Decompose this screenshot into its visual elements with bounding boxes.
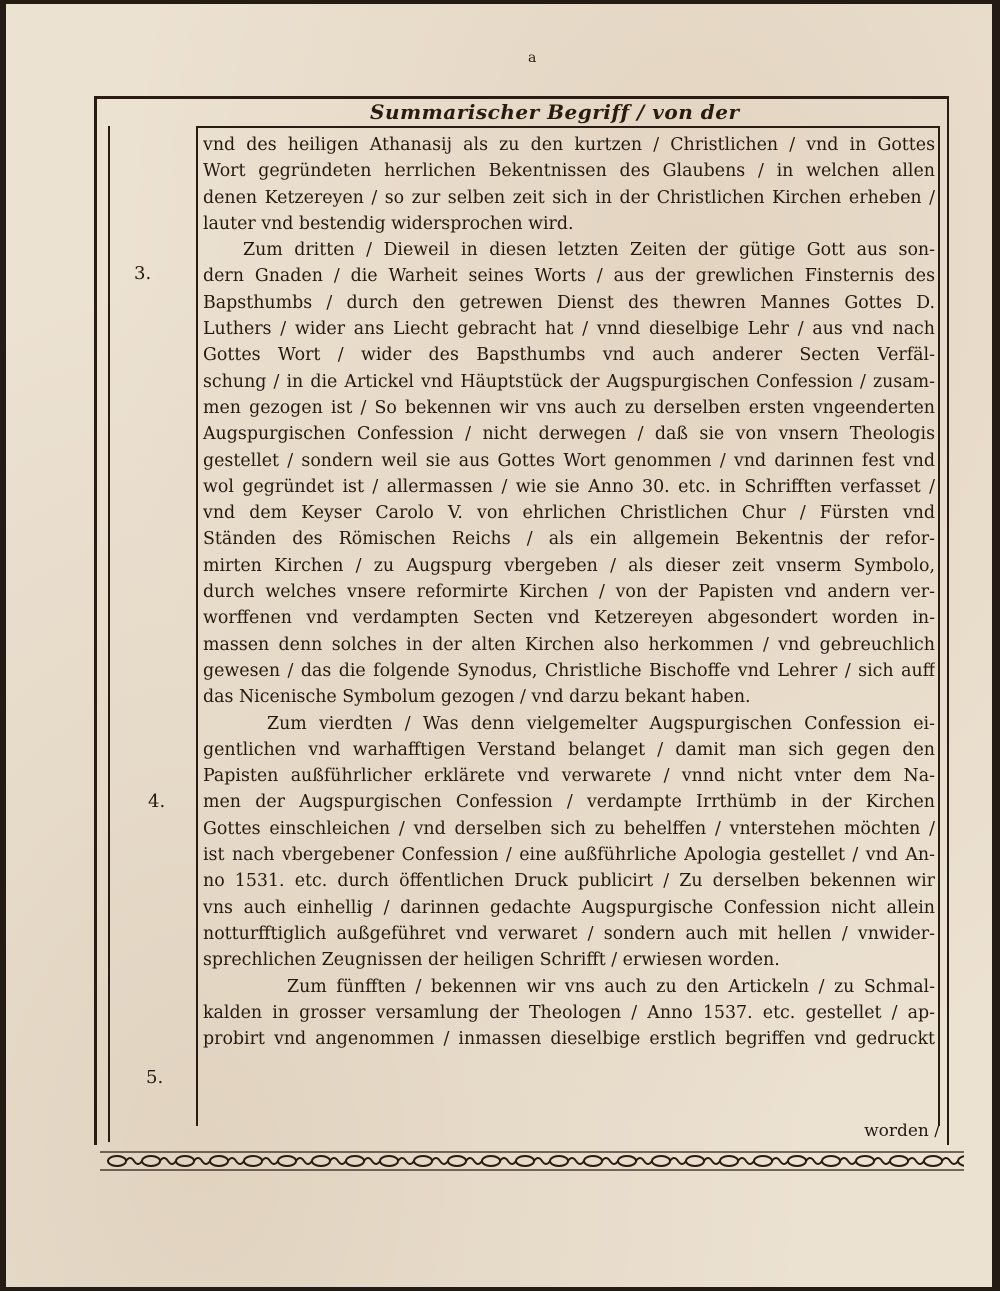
- ornament-swash: [602, 1158, 618, 1164]
- ornament-link: [176, 1156, 194, 1166]
- text-line: schung / in die Artickel vnd Häuptstück der Augspurgischen Confession / zusam-: [203, 371, 935, 392]
- ornament-link: [346, 1156, 364, 1166]
- ornament-link: [210, 1156, 228, 1166]
- ornament-link: [788, 1156, 806, 1166]
- text-line: lauter vnd bestendig widersprochen wird.: [203, 213, 574, 234]
- ornament-link: [890, 1156, 908, 1166]
- ornament-swash: [466, 1158, 482, 1164]
- text-line: no 1531. etc. durch öffentlichen Druck publicirt / Zu derselben bekennen wir: [203, 871, 935, 892]
- ornament-swash: [874, 1158, 890, 1164]
- page-signature-mark: a: [528, 50, 537, 66]
- ornament-swash: [908, 1158, 924, 1164]
- text-line: Zum fünfften / bekennen wir vns auch zu den Artickeln / zu Schmal-: [287, 976, 935, 997]
- ornament-link: [516, 1156, 534, 1166]
- text-line: men gezogen ist / So bekennen wir vns auch zu derselben ersten vngeenderten: [203, 397, 935, 418]
- text-line: dern Gnaden / die Warheit seines Worts / aus der grewlichen Finsternis des: [203, 266, 935, 287]
- ornament-link: [278, 1156, 296, 1166]
- text-line: vnd des heiligen Athanasij als zu den kurtzen / Christlichen / vnd in Gottes: [203, 135, 935, 155]
- text-line: Gottes einschleichen / vnd derselben sich zu behelffen / vnterstehen möchten /: [203, 818, 935, 839]
- ornament-link: [380, 1156, 398, 1166]
- text-line: gestellet / sondern weil sie aus Gottes Wort genommen / vnd darinnen fest vnd: [203, 450, 935, 471]
- ornament-swash: [262, 1158, 278, 1164]
- ornament-swash: [398, 1158, 414, 1164]
- ornament-swash: [194, 1158, 210, 1164]
- ornament-link: [448, 1156, 466, 1166]
- ornament-swash: [534, 1158, 550, 1164]
- ornament-swash: [840, 1158, 856, 1164]
- ornament-link: [856, 1156, 874, 1166]
- text-line: sprechlichen Zeugnissen der heiligen Schrifft / erwiesen worden.: [203, 950, 780, 971]
- ornament-link: [414, 1156, 432, 1166]
- text-line: Zum dritten / Dieweil in diesen letzten Zeiten der gütige Gott aus son-: [243, 240, 935, 261]
- running-head: Summarischer Begriff / von der: [370, 100, 740, 124]
- text-line: notturfftiglich außgeführet vnd verwaret / sondern auch mit hellen / vnwider-: [203, 923, 935, 944]
- text-line: vns auch einhellig / darinnen gedachte Augspurgische Confession nicht allein: [203, 897, 935, 918]
- ornament-link: [686, 1156, 704, 1166]
- ornament-swash: [330, 1158, 346, 1164]
- ornament-swash: [432, 1158, 448, 1164]
- ornament-swash: [738, 1158, 754, 1164]
- ornament-link: [142, 1156, 160, 1166]
- ornament-link: [618, 1156, 636, 1166]
- text-line: das Nicenische Symbolum gezogen / vnd darzu bekant haben.: [203, 687, 751, 708]
- text-line: Gottes Wort / wider des Bapsthumbs vnd auch anderer Secten Verfäl-: [203, 345, 935, 366]
- catchword: worden /: [864, 1121, 940, 1141]
- ornament-swash: [636, 1158, 652, 1164]
- text-line: Augspurgischen Confession / nicht derwegen / daß sie von vnsern Theologis: [203, 424, 935, 445]
- text-line: Ständen des Römischen Reichs / als ein allgemein Bekentnis der refor-: [203, 529, 935, 550]
- section-number-5: 5.: [146, 1067, 164, 1088]
- ornament-swash: [942, 1158, 958, 1164]
- ornament-swash: [160, 1158, 176, 1164]
- ornament-swash: [670, 1158, 686, 1164]
- text-line: kalden in grosser versamlung der Theologen / Anno 1537. etc. gestellet / ap-: [203, 1002, 935, 1023]
- text-line: Wort gegründeten herrlichen Bekentnissen des Glaubens / in welchen allen: [203, 161, 935, 182]
- text-line: wol gegründet ist / allermassen / wie sie Anno 30. etc. in Schrifften verfasset /: [203, 476, 935, 497]
- ornament-swash: [806, 1158, 822, 1164]
- ornament-link: [754, 1156, 772, 1166]
- ornament-swash: [126, 1158, 142, 1164]
- ornament-link: [652, 1156, 670, 1166]
- ornament-link: [312, 1156, 330, 1166]
- ornament-link: [822, 1156, 840, 1166]
- ornament-swash: [704, 1158, 720, 1164]
- ornament-link: [924, 1156, 942, 1166]
- ornamental-border: [100, 1148, 964, 1174]
- ornament-swash: [772, 1158, 788, 1164]
- ornament-link: [584, 1156, 602, 1166]
- text-line: durch welches vnsere reformirte Kirchen / von der Papisten vnd andern ver-: [203, 582, 935, 603]
- text-line: massen denn solches in der alten Kirchen also herkommen / vnd gebreuchlich: [203, 634, 935, 655]
- ornament-swash: [364, 1158, 380, 1164]
- text-line: Zum vierdten / Was denn vielgemelter Augspurgischen Confession ei-: [267, 713, 935, 734]
- text-line: men der Augspurgischen Confession / verdampte Irrthümb in der Kirchen: [203, 792, 935, 813]
- text-line: worffenen vnd verdampten Secten vnd Ketzereyen abgesondert worden in-: [203, 608, 935, 629]
- text-line: mirten Kirchen / zu Augspurg vbergeben / als dieser zeit vnserm Symbolo,: [203, 555, 935, 576]
- section-number-4: 4.: [148, 791, 166, 812]
- text-line: Luthers / wider ans Liecht gebracht hat / vnnd dieselbige Lehr / aus vnd nach: [203, 319, 935, 340]
- text-line: denen Ketzereyen / so zur selben zeit sich in der Christlichen Kirchen erheben /: [203, 187, 935, 208]
- text-line: probirt vnd angenommen / inmassen dieselbige erstlich begriffen vnd gedruckt: [203, 1029, 935, 1050]
- ornament-link: [720, 1156, 738, 1166]
- ornament-swash: [500, 1158, 516, 1164]
- text-line: vnd dem Keyser Carolo V. von ehrlichen Christlichen Chur / Fürsten vnd: [203, 503, 935, 524]
- ornament-link: [108, 1156, 126, 1166]
- ornament-swash: [296, 1158, 312, 1164]
- text-line: ist nach vbergebener Confession / eine außführliche Apologia gestellet / vnd An-: [203, 845, 935, 866]
- ornament-link: [482, 1156, 500, 1166]
- text-line: Bapsthumbs / durch den getrewen Dienst des thewren Mannes Gottes D.: [203, 292, 935, 313]
- text-line: Papisten außführlicher erklärete vnd verwarete / vnnd nicht vnter dem Na-: [203, 766, 935, 787]
- ornament-swash: [228, 1158, 244, 1164]
- section-number-3: 3.: [134, 263, 152, 284]
- ornament-link: [244, 1156, 262, 1166]
- ornament-link: [958, 1156, 964, 1166]
- ornament-swash: [568, 1158, 584, 1164]
- body-text: [203, 132, 935, 1142]
- ornament-link: [550, 1156, 568, 1166]
- margin-column-rule: [108, 126, 110, 1142]
- text-line: gentlichen vnd warhafftigen Verstand belanget / damit man sich gegen den: [203, 739, 935, 760]
- text-line: gewesen / das die folgende Synodus, Christliche Bischoffe vnd Lehrer / sich auff: [203, 660, 935, 681]
